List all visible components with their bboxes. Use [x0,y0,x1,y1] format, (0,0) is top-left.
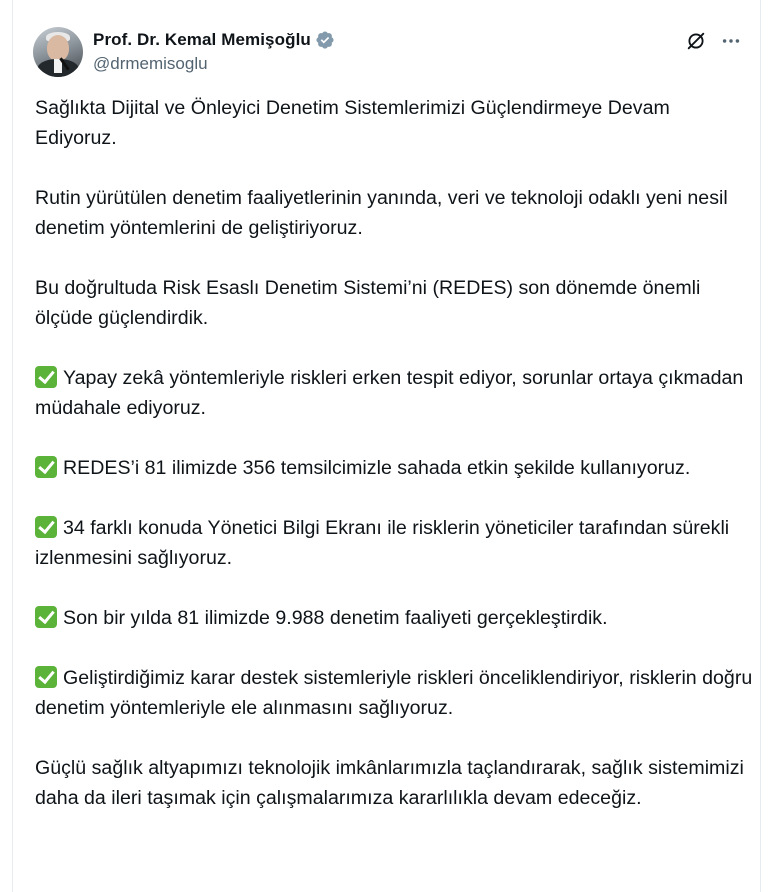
check-mark-icon [35,666,57,688]
check-mark-icon [35,516,57,538]
check-mark-icon [35,456,57,478]
tweet-paragraph [35,93,755,153]
tweet-paragraph [35,753,755,813]
check-mark-icon [35,606,57,628]
tweet-paragraph-text: 34 farklı konuda Yönetici Bilgi Ekranı ile risklerin yöneticiler tarafından sürekli izlenmesini sağlıyoruz. [35,517,730,569]
tweet-paragraph [35,513,755,573]
more-horizontal-icon[interactable] [720,30,742,52]
author-name-row [93,28,335,52]
tweet-card [12,0,761,892]
tweet-paragraph [35,453,755,483]
tweet-paragraph-text: Yapay zekâ yöntemleriyle riskleri erken tespit ediyor, sorunlar ortaya çıkmadan müdahale ediyoruz. [35,367,744,419]
tweet-text [35,93,755,843]
author-block [93,28,335,74]
tweet-paragraph-text: Bu doğrultuda Risk Esaslı Denetim Sistemi’ni (REDES) son dönemde önemli ölçüde güçlendirdik. [35,277,701,329]
verified-badge-icon[interactable] [315,30,335,50]
tweet-paragraph-text: Sağlıkta Dijital ve Önleyici Denetim Sistemlerimizi Güçlendirmeye Devam Ediyoruz. [35,97,670,149]
tweet-paragraph [35,363,755,423]
avatar-face [47,35,69,61]
tweet-paragraph [35,603,755,633]
tweet-paragraph [35,273,755,333]
tweet-paragraph-text: REDES’i 81 ilimizde 356 temsilcimizle sahada etkin şekilde kullanıyoruz. [63,457,691,479]
avatar[interactable] [33,27,83,77]
tweet-paragraph [35,663,755,723]
tweet-paragraph-text: Geliştirdiğimiz karar destek sistemleriyle riskleri önceliklendiriyor, risklerin doğru denetim yöntemleriyle ele alınmasını sağlıyoruz. [35,667,753,719]
tweet-paragraph-text: Son bir yılda 81 ilimizde 9.988 denetim faaliyeti gerçekleştirdik. [63,607,608,629]
author-handle[interactable]: @drmemisoglu [93,54,208,73]
author-display-name[interactable]: Prof. Dr. Kemal Memişoğlu [93,30,311,49]
tweet-paragraph-text: Rutin yürütülen denetim faaliyetlerinin yanında, veri ve teknoloji odaklı yeni nesil denetim yöntemlerini de geliştiriyoruz. [35,187,728,239]
grok-icon[interactable] [685,30,707,52]
tweet-paragraph [35,183,755,243]
check-mark-icon [35,366,57,388]
tweet-paragraph-text: Güçlü sağlık altyapımızı teknolojik imkânlarımızla taçlandırarak, sağlık sistemimizi daha da ileri taşımak için çalışmalarımıza kararlılıkla devam edeceğiz. [35,757,744,809]
